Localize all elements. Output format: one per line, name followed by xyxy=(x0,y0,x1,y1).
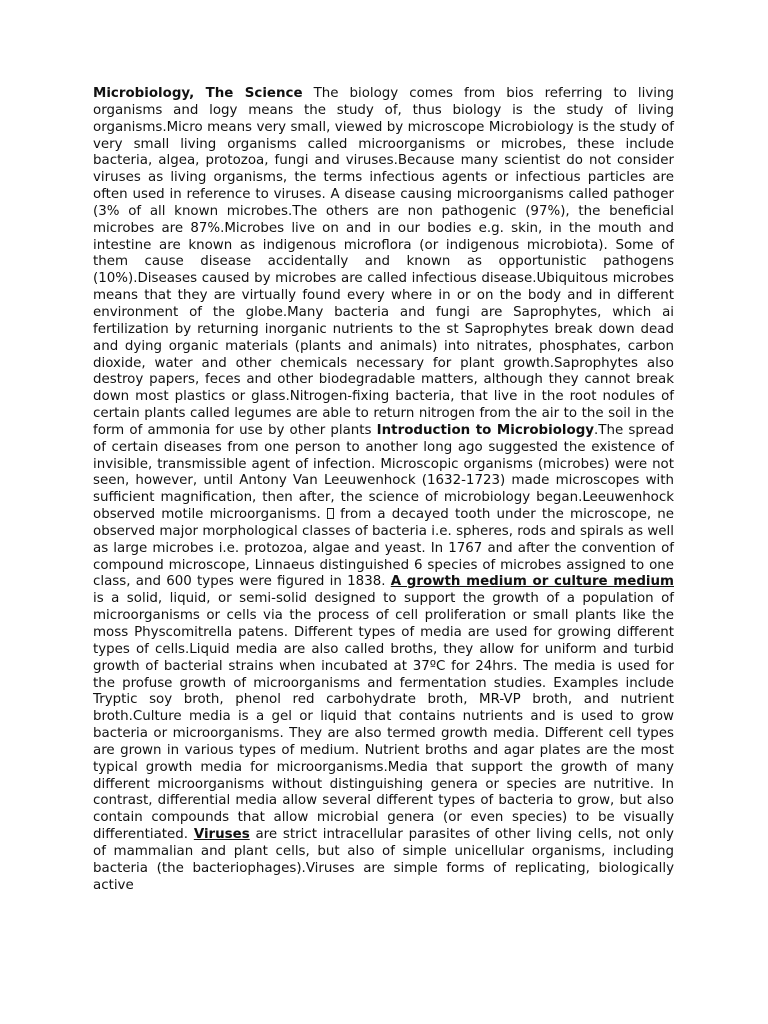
missing-glyph-icon xyxy=(327,508,334,519)
heading-viruses: Viruses xyxy=(193,827,250,843)
paragraph-text-4: are strict intracellular parasites of other living cells, not only of mammalian and plant cells, but also of simple unicellular organisms, including bacteria (the bacteriophages).Viruses are simple forms of replicating, biologically active xyxy=(93,827,674,893)
heading-growth-medium: A growth medium or culture medium xyxy=(390,574,674,590)
heading-microbiology-the-science: Microbiology, The Science xyxy=(93,86,303,101)
heading-introduction-to-microbiology: Introduction to Microbiology xyxy=(376,422,595,438)
paragraph-text-3: is a solid, liquid, or semi-solid designed to support the growth of a population of microorganisms or cells via the process of cell proliferation or small plants like the moss Physcomitrella patens. Different types of media are used for growing different types of cells.Liquid media are also called broths, they allow for uniform and turbid growth of bacterial strains when incubated at 37ºC for 24hrs. The media is used for the profuse growth of microorganisms and fermentation studies. Examples include Tryptic soy broth, phenol red carbohydrate broth, MR-VP broth, and nutrient broth.Culture media is a gel or liquid that contains nutrients and is used to grow bacteria or microorganisms. They are also termed growth media. Different cell types are grown in various types of medium. Nutrient broths and agar plates are the most typical growth media for microorganisms.Media that support the growth of many different microorganisms without distinguishing genera or species are nutritive. In contrast, differential media allow several different types of bacteria to grow, but also contain compounds that allow microbial genera (or even species) to be visually differentiated. xyxy=(93,591,674,843)
paragraph-text-1: The biology comes from bios referring to living organisms and logy means the study of, thus biology is the study of living organisms.Micro means very small, viewed by microscope Microbiology is the study of very small living organisms called microorganisms or microbes, these include bacteria, algea, protozoa, fungi and viruses.Because many scientist do not consider viruses as living organisms, the terms infectious agents or infectious particles are often used in reference to viruses. A disease causing microorganisms called pathoger (3% of all known microbes.The others are non pathogenic (97%), the beneficial microbes are 87%.Microbes live on and in our bodies e.g. skin, in the mouth and intestine are known as indigenous microflora (or indigenous microbiota). Some of them cause disease accidentally and known as opportunistic pathogens (10%).Diseases caused by microbes are called infectious disease.Ubiquitous microbes means that they are virtually found every where in or on the body and in different environment of the globe.Many bacteria and fungi are Saprophytes, which ai fertilization by returning inorganic nutrients to the st Saprophytes break down dead and dying organic materials (plants and animals) into nitrates, phosphates, carbon dioxide, water and other chemicals necessary for plant growth.Saprophytes also destroy papers, feces and other biodegradable matters, although they cannot break down most plastics or glass.Nitrogen-fixing bacteria, that live in the root nodules of certain plants called legumes are able to return nitrogen from the air to the soil in the form of ammonia for use by other plants xyxy=(93,86,674,438)
paragraph-text-2b: from a decayed tooth under the microscope, ne observed major morphological classes of bacteria i.e. spheres, rods and spirals as well as large microbes i.e. protozoa, algae and yeast. In 1767 and after the convention of compound microscope, Linnaeus distinguished 6 species of microbes assigned to one class, and 600 types were figured in 1838. xyxy=(93,507,674,590)
body-paragraph xyxy=(93,86,674,895)
paragraph-text-2a: .The spread of certain diseases from one person to another long ago suggested the existence of invisible, transmissible agent of infection. Microscopic organisms (microbes) were not seen, however, until Antony Van Leeuwenhock (1632-1723) made microscopes with sufficient magnification, then after, the science of microbiology began.Leeuwenhock observed motile microorganisms. xyxy=(93,422,674,523)
